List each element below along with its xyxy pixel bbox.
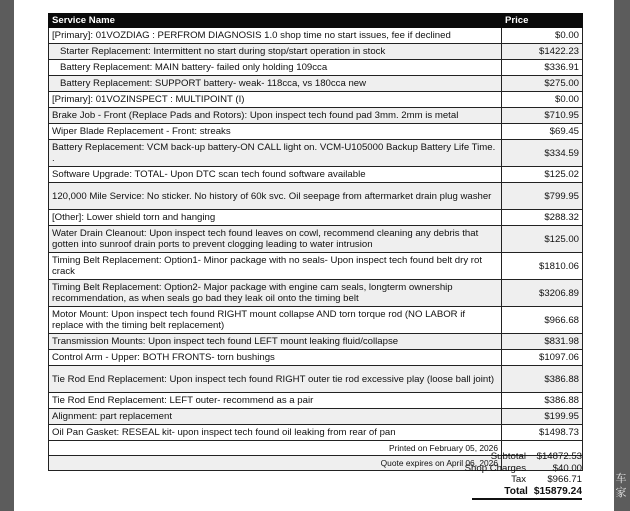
price-cell: $799.95: [502, 183, 583, 210]
tax-row: [414, 474, 582, 486]
service-name-cell: 120,000 Mile Service: No sticker. No history of 60k svc. Oil seepage from aftermarket drain plug washer: [49, 183, 502, 210]
column-header-price: Price: [502, 14, 583, 28]
table-row: [49, 425, 583, 441]
price-cell: $125.02: [502, 167, 583, 183]
price-cell: $1097.06: [502, 350, 583, 366]
total-label: Total: [504, 485, 528, 497]
service-name-cell: Control Arm - Upper: BOTH FRONTS- torn bushings: [49, 350, 502, 366]
price-cell: $288.32: [502, 210, 583, 226]
service-quote-table: [48, 13, 583, 471]
price-cell: $831.98: [502, 334, 583, 350]
service-name-cell: [Primary]: 01VOZINSPECT : MULTIPOINT (I): [49, 92, 502, 108]
service-name-cell: Brake Job - Front (Replace Pads and Rotors): Upon inspect tech found pad 3mm. 2mm is metal: [49, 108, 502, 124]
total-value: $15879.24: [533, 485, 582, 497]
table-row: [49, 307, 583, 334]
service-name-cell: [Primary]: 01VOZDIAG : PERFROM DIAGNOSIS 1.0 shop time no start issues, fee if declined: [49, 28, 502, 44]
table-row: [49, 350, 583, 366]
price-cell: $386.88: [502, 366, 583, 393]
price-cell: $336.91: [502, 60, 583, 76]
price-cell: $3206.89: [502, 280, 583, 307]
table-row: [49, 280, 583, 307]
price-cell: $275.00: [502, 76, 583, 92]
table-row: [49, 366, 583, 393]
price-cell: $386.88: [502, 393, 583, 409]
table-row: [49, 334, 583, 350]
service-name-cell: Starter Replacement: Intermittent no start during stop/start operation in stock: [49, 44, 502, 60]
tax-label: Tax: [511, 474, 526, 485]
table-row: [49, 28, 583, 44]
service-name-cell: Battery Replacement: SUPPORT battery- weak- 118cca, vs 180cca new: [49, 76, 502, 92]
table-row: [49, 393, 583, 409]
subtotal-value: $14872.53: [536, 451, 582, 462]
shop-charges-row: [414, 463, 582, 475]
table-row: [49, 183, 583, 210]
price-cell: $0.00: [502, 28, 583, 44]
price-cell: $0.00: [502, 92, 583, 108]
subtotal-row: [414, 451, 582, 463]
totals-summary: [414, 451, 582, 500]
price-cell: $710.95: [502, 108, 583, 124]
price-cell: $966.68: [502, 307, 583, 334]
subtotal-label: Subtotal: [490, 451, 526, 462]
service-name-cell: Battery Replacement: MAIN battery- failed only holding 109cca: [49, 60, 502, 76]
column-header-service-name: Service Name: [49, 14, 502, 28]
service-name-cell: Battery Replacement: VCM back-up battery-ON CALL light on. VCM-U105000 Backup Battery Life Time. .: [49, 140, 502, 167]
table-row: [49, 108, 583, 124]
table-row: [49, 124, 583, 140]
shop-charges-label: Shop Charges: [464, 462, 526, 474]
service-name-cell: Timing Belt Replacement: Option1- Minor package with no seals- Upon inspect tech found belt dry rot crack: [49, 253, 502, 280]
table-row: [49, 409, 583, 425]
table-row: [49, 210, 583, 226]
table-row: [49, 44, 583, 60]
table-header-row: [49, 14, 583, 28]
table-row: [49, 226, 583, 253]
service-name-cell: [Other]: Lower shield torn and hanging: [49, 210, 502, 226]
printed-on-text: Printed on February 05, 2026: [49, 441, 502, 456]
service-name-cell: Timing Belt Replacement: Option2- Major package with engine cam seals, longterm ownership recommendation, as when seals go bad they leak oil onto the timing belt: [49, 280, 502, 307]
service-name-cell: Motor Mount: Upon inspect tech found RIGHT mount collapse AND torn torque rod (NO LABOR if replace with the timing belt replacement): [49, 307, 502, 334]
shop-charges-value: $40.00: [552, 462, 582, 474]
service-name-cell: Transmission Mounts: Upon inspect tech found LEFT mount leaking fluid/collapse: [49, 334, 502, 350]
table-row: [49, 140, 583, 167]
price-cell: $1810.06: [502, 253, 583, 280]
service-name-cell: Water Drain Cleanout: Upon inspect tech found leaves on cowl, recommend cleaning any debris that gotten into sunroof drain ports to prevent clogging leading to water intrusion: [49, 226, 502, 253]
service-name-cell: Tie Rod End Replacement: Upon inspect tech found RIGHT outer tie rod excessive play (loose ball joint): [49, 366, 502, 393]
table-row: [49, 76, 583, 92]
right-margin-bar: [614, 0, 630, 511]
total-row: [472, 486, 582, 501]
watermark: [612, 472, 630, 500]
service-name-cell: Alignment: part replacement: [49, 409, 502, 425]
service-name-cell: Software Upgrade: TOTAL- Upon DTC scan tech found software available: [49, 167, 502, 183]
price-cell: $334.59: [502, 140, 583, 167]
watermark-char-1: 车: [615, 472, 627, 485]
price-cell: $1498.73: [502, 425, 583, 441]
price-cell: $199.95: [502, 409, 583, 425]
service-name-cell: Oil Pan Gasket: RESEAL kit- upon inspect tech found oil leaking from rear of pan: [49, 425, 502, 441]
watermark-char-2: 家: [615, 486, 627, 499]
tax-value: $966.71: [547, 474, 582, 485]
price-cell: $1422.23: [502, 44, 583, 60]
quote-expires-text: Quote expires on April 06, 2026: [49, 456, 502, 471]
quote-page: [14, 0, 614, 511]
service-name-cell: Tie Rod End Replacement: LEFT outer- recommend as a pair: [49, 393, 502, 409]
table-row: [49, 92, 583, 108]
service-name-cell: Wiper Blade Replacement - Front: streaks: [49, 124, 502, 140]
table-row: [49, 60, 583, 76]
price-cell: $125.00: [502, 226, 583, 253]
table-row: [49, 167, 583, 183]
price-cell: $69.45: [502, 124, 583, 140]
table-row: [49, 253, 583, 280]
